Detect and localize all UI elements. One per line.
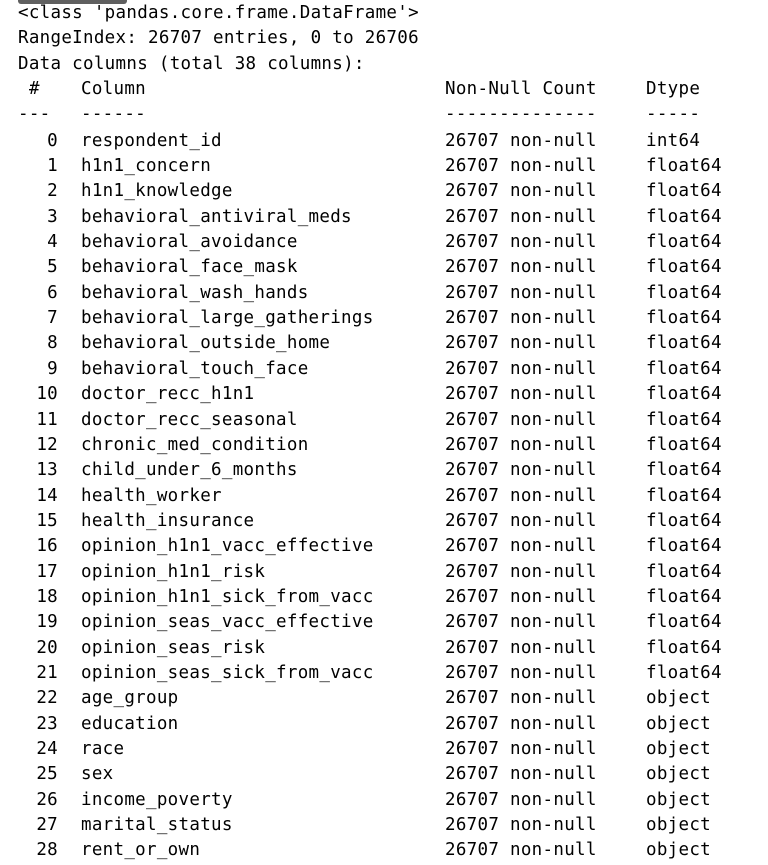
- row-num: 17: [36, 561, 58, 582]
- table-row: [18, 306, 763, 331]
- table-row: [18, 636, 763, 661]
- table-row: [18, 357, 763, 382]
- row-column-name: behavioral_outside_home: [81, 333, 331, 354]
- table-row: [18, 408, 763, 433]
- row-dtype: float64: [646, 536, 722, 557]
- row-non-null-count: 26707 non-null: [445, 536, 597, 557]
- row-non-null-count: 26707 non-null: [445, 156, 597, 177]
- row-non-null-count: 26707 non-null: [445, 637, 597, 658]
- row-num: 27: [36, 815, 58, 835]
- row-non-null-count: 26707 non-null: [445, 764, 597, 785]
- row-non-null-count: 26707 non-null: [445, 815, 597, 835]
- row-non-null-count: 26707 non-null: [445, 713, 597, 734]
- row-column-name: opinion_h1n1_sick_from_vacc: [81, 586, 374, 607]
- header-column: Column: [81, 79, 147, 100]
- row-dtype: object: [646, 815, 712, 835]
- table-row: [18, 838, 763, 863]
- table-row: [18, 179, 763, 204]
- row-column-name: rent_or_own: [81, 840, 201, 861]
- table-row: [18, 610, 763, 635]
- row-dtype: float64: [646, 181, 722, 202]
- row-non-null-count: 26707 non-null: [445, 434, 597, 455]
- separator-count: --------------: [445, 104, 597, 125]
- row-num: 5: [47, 257, 58, 278]
- row-column-name: opinion_seas_risk: [81, 637, 266, 658]
- row-num: 2: [47, 181, 58, 202]
- table-row: [18, 281, 763, 306]
- table-row: [18, 205, 763, 230]
- row-num: 16: [36, 536, 58, 557]
- row-num: 11: [36, 409, 58, 430]
- row-non-null-count: 26707 non-null: [445, 282, 597, 303]
- row-column-name: behavioral_avoidance: [81, 232, 298, 253]
- row-dtype: float64: [646, 333, 722, 354]
- row-non-null-count: 26707 non-null: [445, 485, 597, 506]
- row-column-name: behavioral_wash_hands: [81, 282, 309, 303]
- table-header-row: [18, 77, 763, 102]
- row-num: 28: [36, 840, 58, 861]
- table-row: [18, 129, 763, 154]
- row-num: 8: [47, 333, 58, 354]
- data-columns-text: Data columns (total 38 columns):: [18, 53, 365, 74]
- row-num: 25: [36, 764, 58, 785]
- table-row: [18, 433, 763, 458]
- row-non-null-count: 26707 non-null: [445, 460, 597, 481]
- table-row: [18, 712, 763, 737]
- row-column-name: education: [81, 713, 179, 734]
- row-column-name: doctor_recc_seasonal: [81, 409, 298, 430]
- row-dtype: float64: [646, 282, 722, 303]
- table-row: [18, 686, 763, 711]
- row-non-null-count: 26707 non-null: [445, 308, 597, 329]
- row-num: 1: [47, 156, 58, 177]
- row-column-name: opinion_seas_sick_from_vacc: [81, 662, 374, 683]
- row-column-name: health_insurance: [81, 510, 255, 531]
- row-column-name: respondent_id: [81, 130, 222, 151]
- row-column-name: h1n1_concern: [81, 156, 212, 177]
- row-num: 20: [36, 637, 58, 658]
- row-dtype: float64: [646, 257, 722, 278]
- row-dtype: float64: [646, 510, 722, 531]
- row-non-null-count: 26707 non-null: [445, 409, 597, 430]
- row-dtype: object: [646, 764, 712, 785]
- range-index-text: RangeIndex: 26707 entries, 0 to 26706: [18, 28, 419, 49]
- row-column-name: behavioral_face_mask: [81, 257, 298, 278]
- table-row: [18, 585, 763, 610]
- row-dtype: float64: [646, 662, 722, 683]
- row-dtype: float64: [646, 434, 722, 455]
- row-non-null-count: 26707 non-null: [445, 181, 597, 202]
- row-dtype: float64: [646, 308, 722, 329]
- row-num: 4: [47, 232, 58, 253]
- table-row: [18, 255, 763, 280]
- separator-column: ------: [81, 104, 147, 125]
- row-num: 0: [47, 130, 58, 151]
- row-dtype: object: [646, 738, 712, 759]
- row-dtype: float64: [646, 232, 722, 253]
- row-column-name: race: [81, 738, 125, 759]
- class-text: <class 'pandas.core.frame.DataFrame'>: [18, 3, 419, 23]
- table-row: [18, 813, 763, 838]
- row-column-name: child_under_6_months: [81, 460, 298, 481]
- header-dtype: Dtype: [646, 79, 701, 100]
- row-num: 9: [47, 358, 58, 379]
- row-non-null-count: 26707 non-null: [445, 789, 597, 810]
- row-num: 24: [36, 738, 58, 759]
- table-row: [18, 331, 763, 356]
- row-dtype: float64: [646, 460, 722, 481]
- row-non-null-count: 26707 non-null: [445, 586, 597, 607]
- row-non-null-count: 26707 non-null: [445, 738, 597, 759]
- row-non-null-count: 26707 non-null: [445, 257, 597, 278]
- row-dtype: object: [646, 840, 712, 861]
- table-separator-row: [18, 102, 763, 127]
- data-columns-line: [18, 52, 763, 77]
- row-column-name: behavioral_touch_face: [81, 358, 309, 379]
- row-non-null-count: 26707 non-null: [445, 358, 597, 379]
- row-dtype: float64: [646, 612, 722, 633]
- row-dtype: float64: [646, 358, 722, 379]
- row-num: 19: [36, 612, 58, 633]
- table-body: [18, 129, 763, 864]
- row-column-name: behavioral_large_gatherings: [81, 308, 374, 329]
- row-non-null-count: 26707 non-null: [445, 384, 597, 405]
- row-num: 3: [47, 206, 58, 227]
- class-line: [18, 1, 763, 26]
- row-num: 6: [47, 282, 58, 303]
- table-row: [18, 737, 763, 762]
- row-dtype: float64: [646, 206, 722, 227]
- row-dtype: float64: [646, 637, 722, 658]
- table-row: [18, 560, 763, 585]
- row-non-null-count: 26707 non-null: [445, 840, 597, 861]
- row-column-name: health_worker: [81, 485, 222, 506]
- row-column-name: sex: [81, 764, 114, 785]
- row-non-null-count: 26707 non-null: [445, 206, 597, 227]
- row-dtype: float64: [646, 485, 722, 506]
- row-dtype: float64: [646, 384, 722, 405]
- row-non-null-count: 26707 non-null: [445, 612, 597, 633]
- row-column-name: age_group: [81, 688, 179, 709]
- row-num: 21: [36, 662, 58, 683]
- dataframe-info-output: [18, 0, 763, 864]
- row-num: 10: [36, 384, 58, 405]
- row-num: 15: [36, 510, 58, 531]
- table-row: [18, 661, 763, 686]
- row-non-null-count: 26707 non-null: [445, 561, 597, 582]
- table-row: [18, 230, 763, 255]
- row-num: 22: [36, 688, 58, 709]
- row-num: 18: [36, 586, 58, 607]
- row-dtype: float64: [646, 409, 722, 430]
- row-dtype: object: [646, 713, 712, 734]
- row-dtype: object: [646, 688, 712, 709]
- row-dtype: object: [646, 789, 712, 810]
- row-column-name: opinion_h1n1_risk: [81, 561, 266, 582]
- row-column-name: chronic_med_condition: [81, 434, 309, 455]
- table-row: [18, 509, 763, 534]
- row-num: 13: [36, 460, 58, 481]
- row-column-name: opinion_seas_vacc_effective: [81, 612, 374, 633]
- row-column-name: marital_status: [81, 815, 233, 835]
- row-column-name: income_poverty: [81, 789, 233, 810]
- row-non-null-count: 26707 non-null: [445, 130, 597, 151]
- header-count: Non-Null Count: [445, 79, 597, 100]
- row-num: 7: [47, 308, 58, 329]
- header-num: #: [29, 79, 40, 100]
- row-dtype: float64: [646, 561, 722, 582]
- row-dtype: int64: [646, 130, 701, 151]
- separator-dtype: -----: [646, 104, 701, 125]
- row-column-name: behavioral_antiviral_meds: [81, 206, 352, 227]
- table-row: [18, 534, 763, 559]
- row-non-null-count: 26707 non-null: [445, 232, 597, 253]
- table-row: [18, 788, 763, 813]
- row-dtype: float64: [646, 586, 722, 607]
- table-row: [18, 154, 763, 179]
- row-non-null-count: 26707 non-null: [445, 662, 597, 683]
- row-column-name: h1n1_knowledge: [81, 181, 233, 202]
- row-non-null-count: 26707 non-null: [445, 688, 597, 709]
- table-row: [18, 458, 763, 483]
- row-num: 12: [36, 434, 58, 455]
- row-dtype: float64: [646, 156, 722, 177]
- row-column-name: doctor_recc_h1n1: [81, 384, 255, 405]
- row-num: 23: [36, 713, 58, 734]
- table-row: [18, 382, 763, 407]
- row-column-name: opinion_h1n1_vacc_effective: [81, 536, 374, 557]
- separator-num: ---: [18, 104, 51, 125]
- table-row: [18, 762, 763, 787]
- row-non-null-count: 26707 non-null: [445, 333, 597, 354]
- row-non-null-count: 26707 non-null: [445, 510, 597, 531]
- range-index-line: [18, 26, 763, 51]
- row-num: 26: [36, 789, 58, 810]
- table-row: [18, 484, 763, 509]
- row-num: 14: [36, 485, 58, 506]
